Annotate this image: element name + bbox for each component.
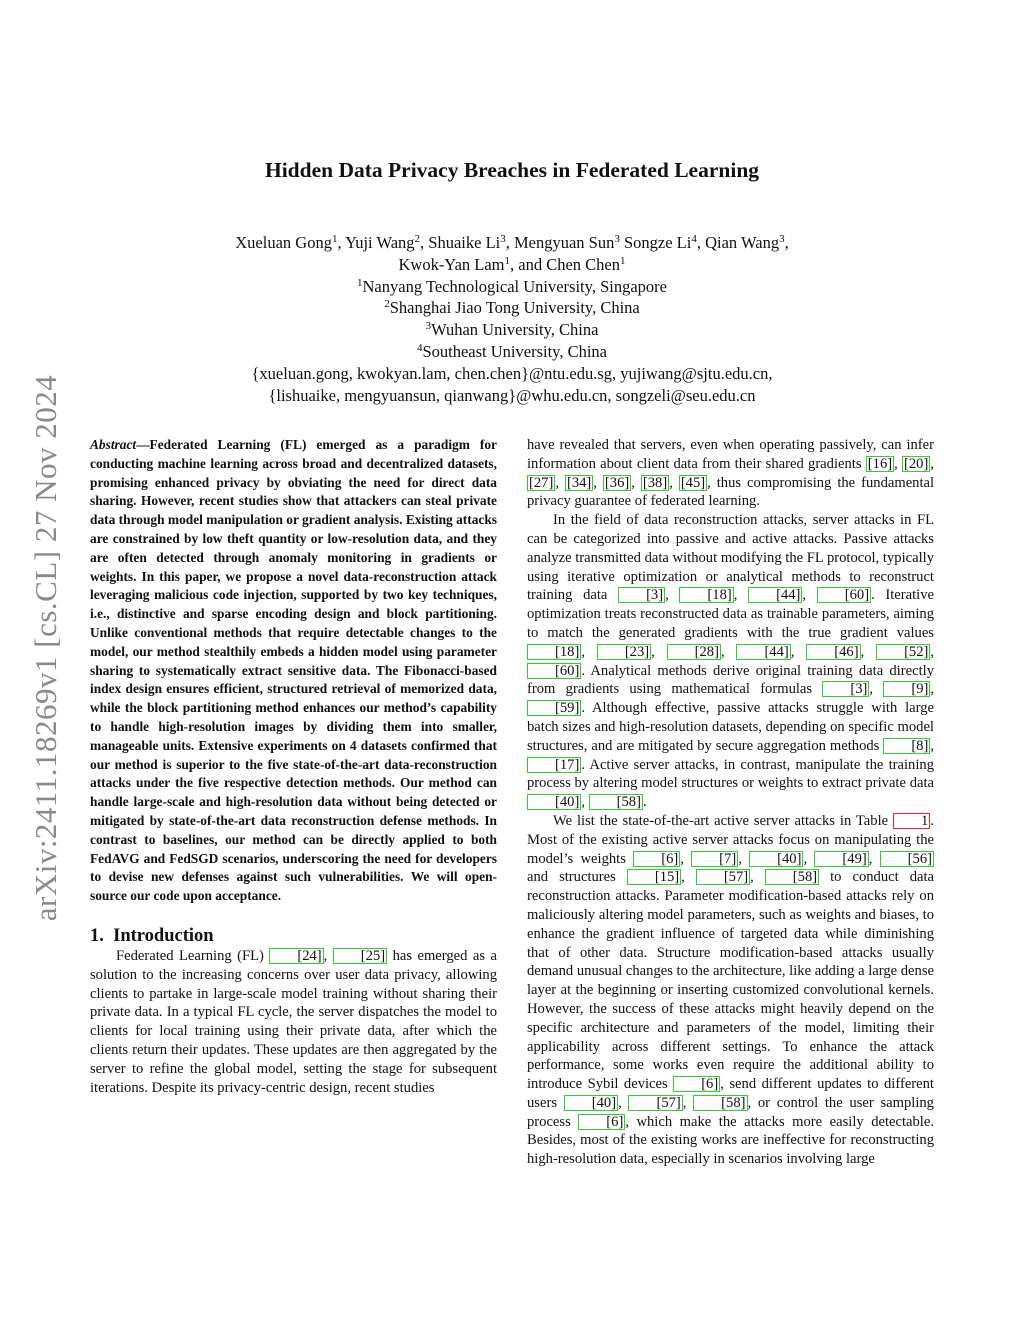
affiliation-number: 2 [384, 298, 390, 311]
affiliation [140, 297, 884, 319]
citation-link[interactable]: [6] [633, 851, 680, 867]
text: have revealed that servers, even when operating passively, can infer information about client data from their shared gradients [527, 437, 934, 472]
author-name: Kwok-Yan Lam [398, 254, 505, 274]
citation-link[interactable]: [28] [667, 644, 721, 660]
affiliation-marker: 3 [500, 233, 506, 245]
author-block [140, 232, 884, 406]
affiliation-marker: 3 [614, 233, 620, 245]
affiliation [140, 341, 884, 363]
affiliation-marker: 1 [331, 233, 338, 245]
author-name: Qian Wang [705, 233, 780, 252]
affiliation-name: Southeast University, China [422, 341, 608, 361]
affiliation [140, 319, 884, 341]
citation-link[interactable]: [17] [527, 757, 581, 773]
affiliation-number: 4 [416, 341, 423, 354]
arxiv-identifier: arXiv:2411.18269v1 [cs.CL] 27 Nov 2024 [28, 374, 63, 922]
citation-link[interactable]: [49] [814, 851, 868, 867]
citation-link[interactable]: [59] [527, 700, 581, 716]
citation-link[interactable]: [52] [876, 644, 930, 660]
abstract-dash: — [136, 437, 150, 452]
citation-link[interactable]: [9] [883, 681, 930, 697]
citation-link[interactable]: [57] [628, 1095, 682, 1111]
body-paragraph: In the field of data reconstruction attacks, server attacks in FL can be categorized into passive and active attacks. Passive attacks analyze transmitted data without modifying the FL protocol, typically using iterative optimization or analytical methods to reconstruct training data [3] , [18] , [44] , [60] . Iterative optimization treats reconstructed data as trainable parameters, aiming to match the generated gradients with the true gradient values [18] , [23] , [28] , [44] , [46] , [52] , [60] . Analytical methods derive original training data directly from gradients using mathematical formulas [3] , [9] , [59] . Although effective, passive attacks struggle with large batch sizes and high-resolution datasets, depending on specific model structures, and are mitigated by secure aggregation methods [8] , [17] . Active server attacks, in contrast, manipulate the training process by altering model structures or weights to extract private data [40] , [58] . [527, 512, 935, 811]
citation-link[interactable]: [58] [589, 794, 643, 810]
text: . Although effective, passive attacks struggle with large batch sizes and high-resolution datasets, depending on specific model structures, and are mitigated by secure aggregation methods [527, 700, 934, 754]
right-column [527, 436, 934, 1169]
affiliation-number: 3 [425, 320, 432, 333]
affiliation-name: Wuhan University, China [431, 320, 599, 340]
citation-link[interactable]: [3] [618, 587, 665, 603]
email-line: {xueluan.gong, kwokyan.lam, chen.chen}@ntu.edu.sg, yujiwang@sjtu.edu.cn, [251, 363, 773, 383]
citation-link[interactable]: [46] [806, 644, 860, 660]
section-number: 1. [90, 925, 104, 946]
citation-link[interactable]: [15] [627, 869, 681, 885]
citation-link[interactable]: [60] [817, 587, 871, 603]
affiliation-marker: 3 [779, 233, 785, 245]
paper-title: Hidden Data Privacy Breaches in Federated Learning [264, 158, 760, 182]
email-line: {lishuaike, mengyuansun, qianwang}@whu.edu.cn, songzeli@seu.edu.cn [268, 385, 756, 405]
text: , or control the user sampling process [527, 1094, 934, 1130]
author-name: Songze Li [623, 233, 692, 252]
text: , which make the attacks more easily detectable. Besides, most of the existing works are ineffective for reconstructing high-resolution data, especially in scenarios involving large [527, 1113, 934, 1168]
abstract [90, 436, 497, 906]
citation-link[interactable]: [27] [529, 474, 554, 491]
affiliation [140, 276, 884, 298]
citation-link[interactable]: [18] [679, 587, 733, 603]
citation-link[interactable]: [8] [883, 738, 930, 754]
citation-link[interactable]: [40] [527, 794, 581, 810]
citation-link[interactable]: [34] [566, 474, 592, 491]
citation-link[interactable]: [36] [604, 474, 630, 491]
citation-link[interactable]: [7] [691, 851, 738, 867]
section-title: Introduction [113, 925, 214, 946]
left-column [90, 436, 497, 1097]
text: . Active server attacks, in contrast, manipulate the training process by altering model structures or weights to extract private data [527, 756, 934, 792]
body-paragraph: have revealed that servers, even when operating passively, can infer information about client data from their shared gradients [16] , [20] , [27] , [34] , [36] , [38] , [45] , thus compromising the fundamental privacy guarantee of federated learning. [527, 437, 935, 510]
citation-link[interactable]: [58] [693, 1095, 747, 1111]
citation-link[interactable]: [40] [749, 851, 803, 867]
author-name: Xueluan Gong [235, 233, 332, 252]
affiliation-number: 1 [357, 276, 363, 289]
text: . Iterative optimization treats reconstructed data as trainable parameters, aiming to match the generated gradients with the true gradient values [527, 587, 935, 641]
text: , send different updates to different users [527, 1076, 934, 1111]
text: has emerged as a solution to the increasing concerns over user data privacy, allowing clients to partake in large-scale model training without sharing their private data. In a typical FL cycle, the server dispatches the model to clients for local training using their private data, after which the clients return their updates. These updates are then aggregated by the server to refine the global model, setting the stage for subsequent iterations. Despite its privacy-centric design, recent studies [90, 947, 498, 1096]
text: In the field of data reconstruction attacks, server attacks in FL can be categorized into passive and active attacks. Passive attacks analyze transmitted data without modifying the FL protocol, typically using iterative optimization or analytical methods to reconstruct training data [527, 512, 934, 604]
text: . Most of the existing active server attacks focus on manipulating the model’s weights [527, 812, 934, 867]
author-line: Xueluan Gong$^1$, Yuji Wang$^2$, Shuaike Li$^3$, Mengyuan Sun$^3$ Songze Li$^4$, Qian Wang$^3$, [235, 233, 789, 252]
citation-link[interactable]: [6] [578, 1114, 625, 1130]
author-name: Shuaike Li [428, 233, 501, 252]
affiliation-name: Shanghai Jiao Tong University, China [389, 298, 640, 318]
text: , thus compromising the fundamental privacy guarantee of federated learning. [527, 474, 935, 510]
section-heading [90, 926, 497, 947]
citation-link[interactable]: [20] [904, 455, 929, 472]
abstract-text: Federated Learning (FL) emerged as a paradigm for conducting machine learning across broad and decentralized datasets, promising enhanced privacy by obviating the need for direct data sharing. However, recent studies show that attackers can steal private data through model manipulation or gradient analysis. Existing attacks are constrained by low theft quantity or low-resolution data, and they are often detected through anomaly monitoring in gradients or weights. In this paper, we propose a novel data-reconstruction attack leveraging malicious code injection, supported by two key techniques, i.e., distinctive and sparse encoding design and block partitioning. Unlike conventional methods that require detectable changes to the model, our method stealthily embeds a hidden model using parameter sharing to systematically extract sensitive data. The Fibonacci-based index design ensures efficient, structured retrieval of memorized data, while the block partitioning method enhances our method’s capability to handle high-resolution images by dividing them into smaller, manageable units. Extensive experiments on 4 datasets confirmed that our method is superior to the five state-of-the-art data-reconstruction attacks under the five respective detection methods. Our method can handle large-scale and high-resolution data without being detected or mitigated by state-of-the-art data reconstruction defense methods. In contrast to baselines, our method can be directly applied to both FedAVG and FedSGD scenarios, underscoring the need for developers to devise new defenses against such vulnerabilities. We will open-source our code upon acceptance. [90, 437, 497, 904]
citation-link[interactable]: [38] [642, 474, 668, 491]
table-link[interactable]: 1 [893, 813, 930, 829]
citation-link[interactable]: [3] [822, 681, 869, 697]
text: . Analytical methods derive original training data directly from gradients using mathematical formulas [527, 662, 934, 698]
text: . [642, 794, 647, 811]
citation-link[interactable]: [44] [748, 587, 802, 603]
citation-link[interactable]: [44] [736, 644, 790, 660]
text: to conduct data reconstruction attacks. Parameter modification-based attacks rely on maliciously altering model parameters, such as weights and biases, to enhance the gradient influence of targeted data while diminishing that of other data. Structure modification-based attacks usually demand unusual changes to the architecture, like adding a large dense layer at the beginning or inserting customized convolutional kernels. However, the success of these attacks might heavily depend on the specific architecture and parameters of the model, limiting their applicability across different settings. To enhance the attack performance, some works even require the additional ability to introduce Sybil devices [527, 869, 934, 1093]
affiliation-marker: 4 [691, 233, 697, 245]
citation-link[interactable]: [6] [673, 1076, 720, 1092]
citation-link[interactable]: [45] [680, 474, 706, 491]
text: We list the state-of-the-art active server attacks in Table [553, 812, 894, 829]
citation-link[interactable]: [56] [880, 851, 934, 867]
citation-link[interactable]: [23] [597, 644, 651, 660]
citation-link[interactable]: [18] [527, 644, 581, 660]
citation-link[interactable]: [58] [765, 869, 819, 885]
citation-link[interactable]: [25] [333, 948, 387, 964]
and-word: and [518, 254, 543, 274]
body-paragraph: We list the state-of-the-art active server attacks in Table 1 . Most of the existing active server attacks focus on manipulating the model’s weights [6] , [7] , [40] , [49] , [56] and structures [15] , [57] , [58] to conduct data reconstruction attacks. Parameter modification-based attacks rely on maliciously altering model parameters, such as weights and biases, to enhance the gradient influence of targeted data while diminishing that of other data. Structure modification-based attacks usually demand unusual changes to the architecture, like adding a large dense layer at the beginning or inserting customized convolutional kernels. However, the success of these attacks might heavily depend on the specific architecture and parameters of the model, limiting their applicability across different settings. To enhance the attack performance, some works even require the additional ability to introduce Sybil devices [6] , send different updates to different users [40] , [57] , [58] , or control the user sampling process [6] , which make the attacks more easily detectable. Besides, most of the existing works are ineffective for reconstructing high-resolution data, especially in scenarios involving large [527, 812, 934, 1168]
intro-paragraph [90, 947, 497, 1097]
author-name: Chen Chen [546, 254, 621, 274]
citation-link[interactable]: [24] [269, 948, 323, 964]
text: Federated Learning (FL) [116, 947, 270, 964]
citation-link[interactable]: [60] [527, 663, 581, 679]
author-line: Kwok-Yan Lam$^1$, and Chen Chen$^1$ [398, 254, 626, 274]
abstract-label: Abstract [90, 437, 137, 452]
author-name: Yuji Wang [345, 233, 415, 252]
text: and structures [527, 869, 627, 886]
citation-link[interactable]: [57] [696, 869, 750, 885]
citation-link[interactable]: [16] [867, 455, 893, 472]
affiliation-marker: 2 [414, 233, 421, 245]
author-name: Mengyuan Sun [513, 233, 615, 252]
affiliation-marker: 1 [620, 254, 626, 267]
affiliation-marker: 1 [504, 254, 511, 267]
text: , [323, 947, 333, 964]
citation-link[interactable]: [40] [564, 1095, 618, 1111]
affiliation-name: Nanyang Technological University, Singapore [362, 276, 667, 296]
